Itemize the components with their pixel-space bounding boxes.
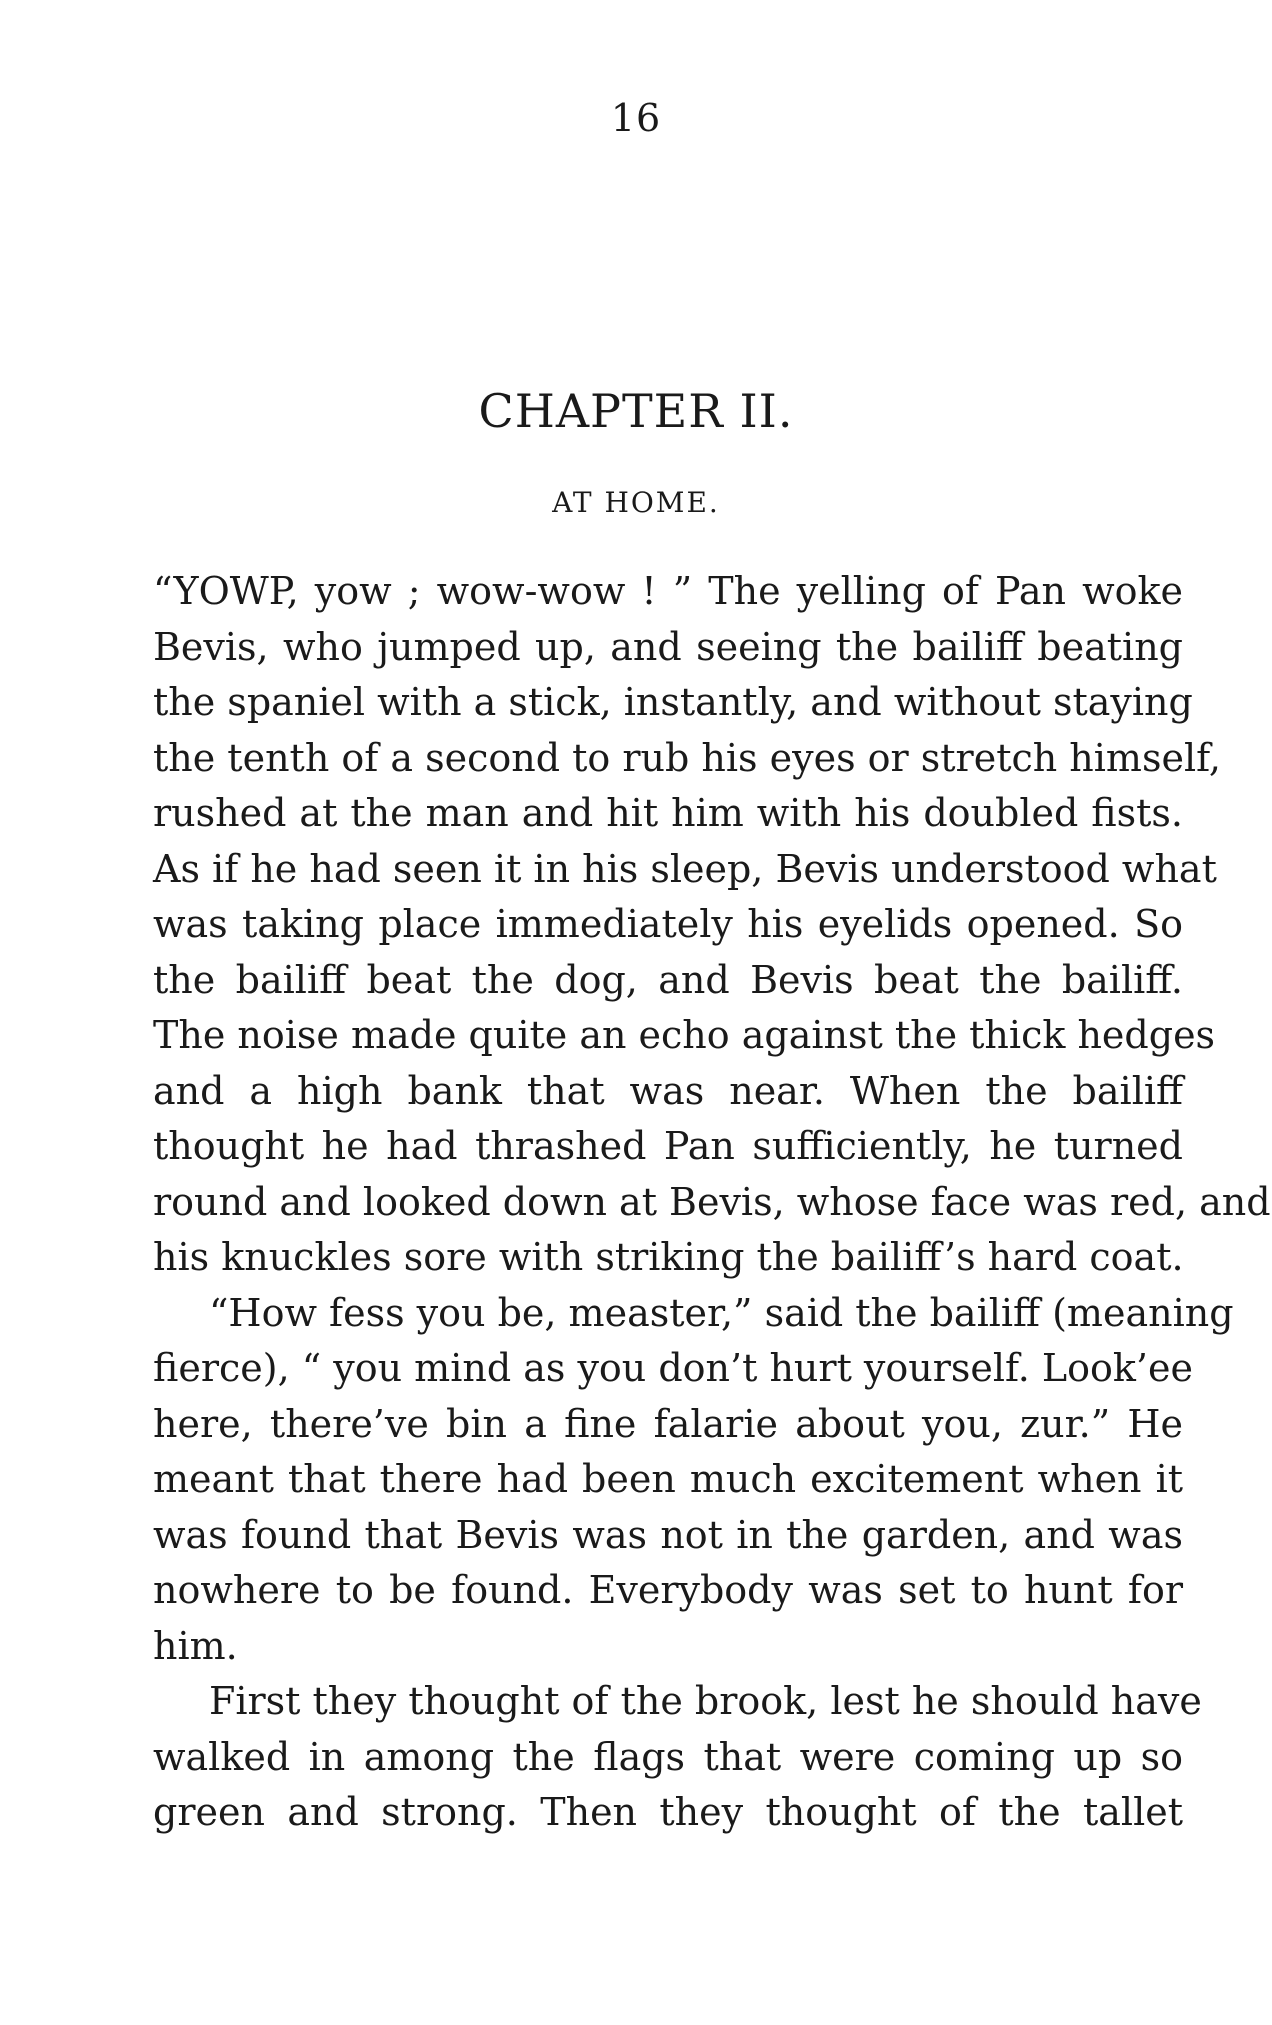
page-number: 16	[610, 96, 662, 140]
chapter-title: CHAPTER II.	[478, 384, 794, 438]
text-line: was found that Bevis was not in the garden, and was	[153, 1512, 1183, 1557]
text-line: Bevis, who jumped up, and seeing the bailiff beating	[153, 624, 1183, 669]
paragraph-2	[153, 1286, 1234, 1675]
text-line: First they thought of the brook, lest he should have	[209, 1679, 1202, 1723]
text-line: green and strong. Then they thought of the tallet	[153, 1790, 1183, 1834]
text-line: was taking place immediately his eyelids opened. So	[153, 902, 1183, 946]
text-line: fierce), “ you mind as you don’t hurt yourself. Look’ee	[153, 1346, 1193, 1390]
text-line: the tenth of a second to rub his eyes or stretch himself,	[153, 735, 1221, 780]
text-line: walked in among the flags that were coming up so	[153, 1734, 1183, 1779]
text-line: meant that there had been much excitement when it	[153, 1457, 1183, 1501]
text-line: “How fess you be, measter,” said the bailiff (meaning	[209, 1290, 1234, 1335]
text-line: and a high bank that was near. When the bailiff	[153, 1068, 1183, 1113]
text-line: him.	[153, 1623, 238, 1668]
text-line: the bailiff beat the dog, and Bevis beat the bailiff.	[153, 957, 1183, 1002]
body-text	[153, 564, 1271, 1841]
paragraph-1	[153, 564, 1271, 1286]
text-line: As if he had seen it in his sleep, Bevis understood what	[153, 846, 1217, 891]
text-line: his knuckles sore with striking the bailiff’s hard coat.	[153, 1235, 1184, 1279]
text-line: round and looked down at Bevis, whose face was red, and	[153, 1179, 1271, 1224]
text-line: “YOWP, yow ; wow-wow ! ” The yelling of Pan woke	[153, 569, 1183, 613]
chapter-subtitle: AT HOME.	[552, 486, 720, 519]
text-line: thought he had thrashed Pan sufficiently, he turned	[153, 1124, 1183, 1168]
text-line: nowhere to be found. Everybody was set to hunt for	[153, 1568, 1183, 1612]
text-line: The noise made quite an echo against the thick hedges	[153, 1013, 1216, 1057]
text-line: here, there’ve bin a fine falarie about you, zur.” He	[153, 1401, 1183, 1446]
paragraph-3	[153, 1674, 1202, 1841]
text-line: the spaniel with a stick, instantly, and without staying	[153, 680, 1193, 724]
text-line: rushed at the man and hit him with his doubled fists.	[153, 791, 1183, 835]
